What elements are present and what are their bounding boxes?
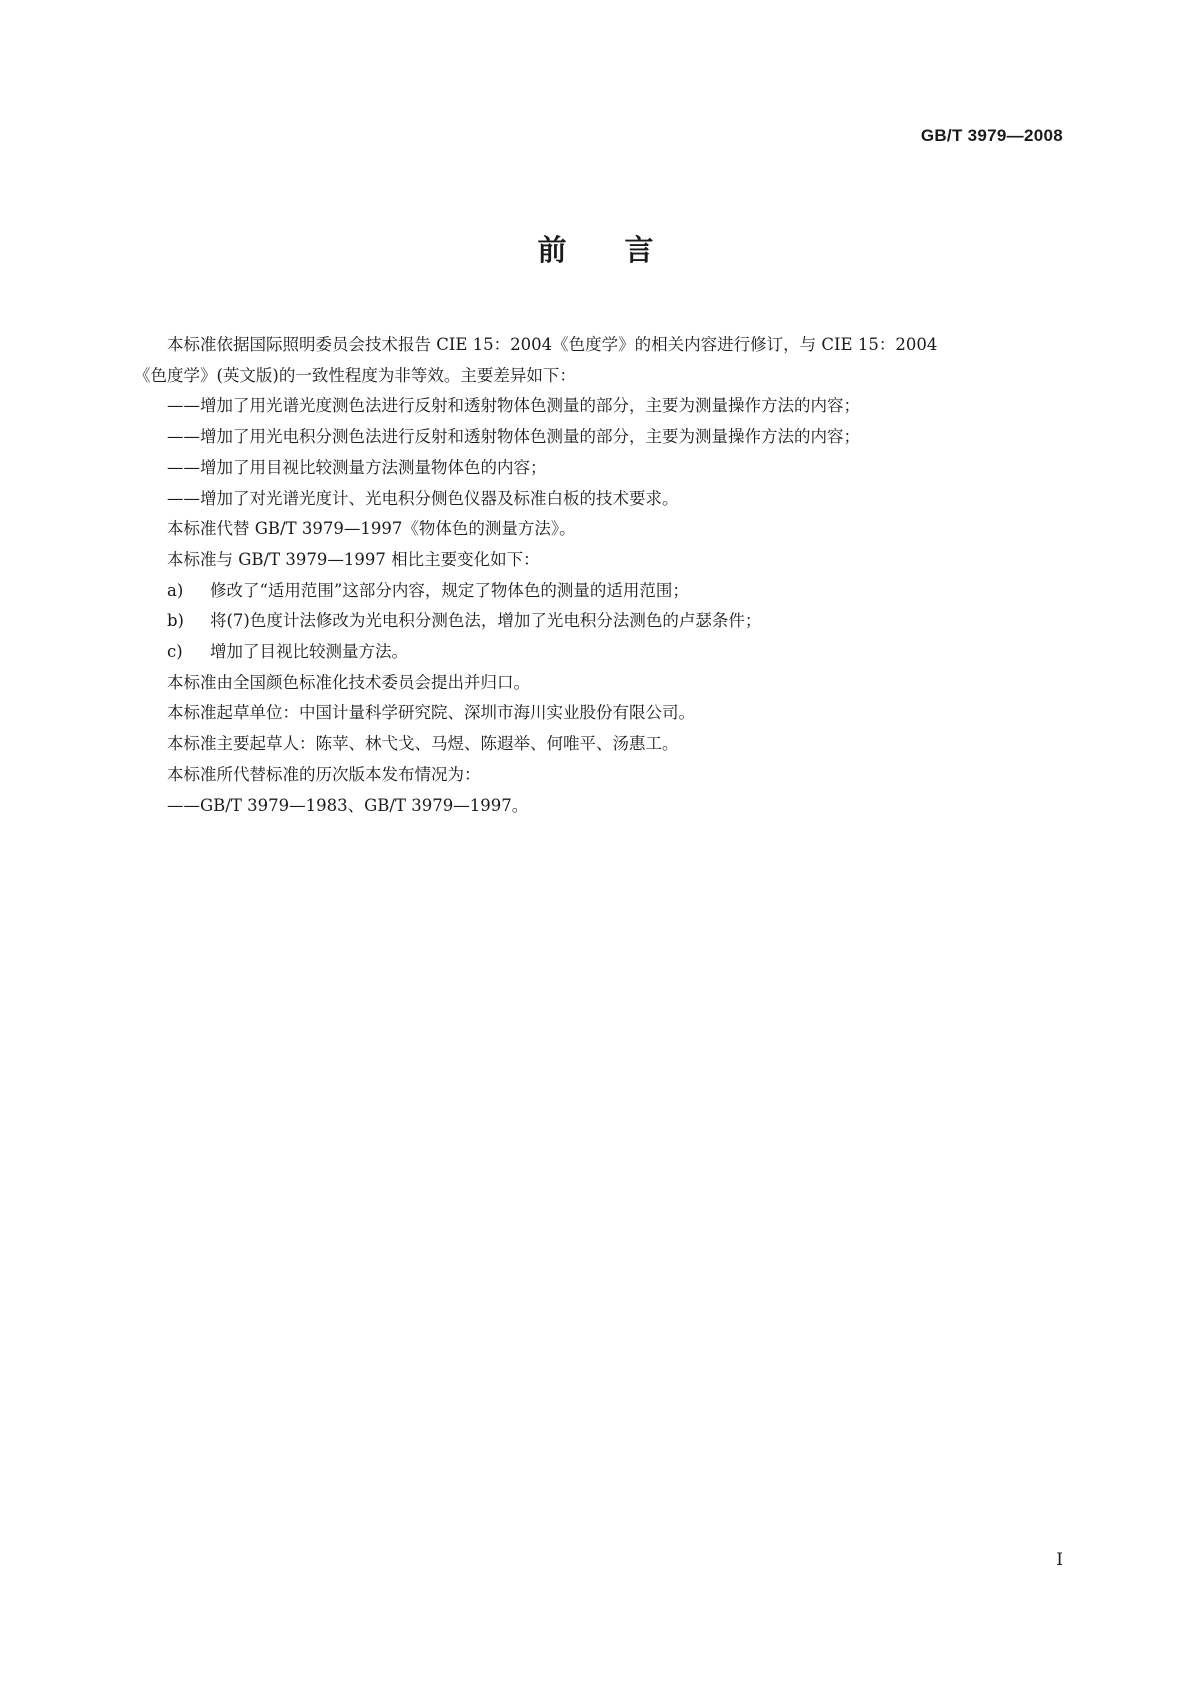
difference-item: ——增加了用光谱光度测色法进行反射和透射物体色测量的部分，主要为测量操作方法的内容； — [167, 396, 860, 416]
change-item-text: 修改了“适用范围”这部分内容，规定了物体色的测量的适用范围； — [210, 580, 689, 600]
difference-item: ——增加了用光电积分测色法进行反射和透射物体色测量的部分，主要为测量操作方法的内容； — [167, 427, 860, 447]
title-char-2: 言 — [624, 233, 654, 267]
change-item — [134, 576, 1061, 607]
change-item-text: 将(7)色度计法修改为光电积分测色法，增加了光电积分法测色的卢瑟条件； — [210, 611, 762, 631]
intro-line-2: 《色度学》(英文版)的一致性程度为非等效。主要差异如下： — [134, 365, 576, 385]
standard-code: GB/T 3979—2008 — [920, 126, 1063, 145]
changes-intro: 本标准与 GB/T 3979—1997 相比主要变化如下： — [167, 549, 540, 569]
change-item — [134, 637, 1061, 668]
change-item-label: c) — [167, 642, 183, 662]
change-item-text: 增加了目视比较测量方法。 — [210, 642, 408, 662]
history-intro: 本标准所代替标准的历次版本发布情况为： — [167, 764, 481, 784]
page-title — [0, 228, 1191, 269]
foreword-body — [134, 330, 1061, 821]
drafting-units: 本标准起草单位：中国计量科学研究院、深圳市海川实业股份有限公司。 — [167, 703, 695, 723]
change-item — [134, 606, 1061, 637]
title-char-1: 前 — [537, 233, 567, 267]
difference-item: ——增加了对光谱光度计、光电积分侧色仪器及标准白板的技术要求。 — [167, 488, 679, 508]
page-number: I — [1056, 1550, 1063, 1570]
difference-item: ——增加了用目视比较测量方法测量物体色的内容； — [167, 457, 547, 477]
intro-line-1: 本标准依据国际照明委员会技术报告 CIE 15：2004《色度学》的相关内容进行修订，与 CIE 15：2004 — [167, 335, 938, 354]
history-item: ——GB/T 3979—1983、GB/T 3979—1997。 — [167, 795, 529, 815]
replaces-statement: 本标准代替 GB/T 3979—1997《物体色的测量方法》。 — [167, 519, 576, 539]
proposed-by: 本标准由全国颜色标准化技术委员会提出并归口。 — [167, 672, 530, 692]
drafters: 本标准主要起草人：陈苹、林弋戈、马煜、陈遐举、何唯平、汤惠工。 — [167, 734, 679, 754]
change-item-label: a) — [167, 580, 184, 600]
change-item-label: b) — [167, 611, 184, 631]
